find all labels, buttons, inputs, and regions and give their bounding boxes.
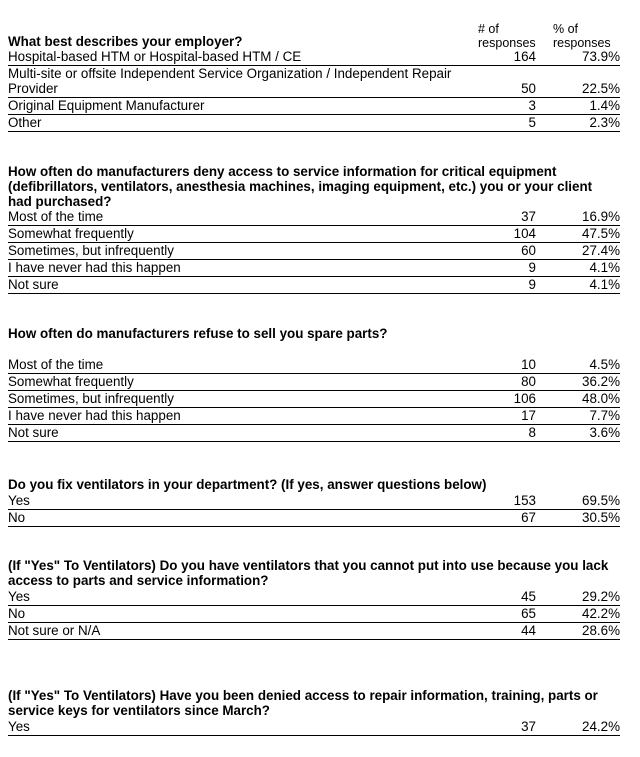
table-row (8, 622, 620, 640)
table-row (8, 373, 620, 391)
row-label: Not sure (8, 277, 59, 292)
row-percent: 48.0% (582, 391, 620, 406)
table-row (8, 356, 620, 374)
table-row (8, 605, 620, 623)
row-percent: 4.1% (589, 260, 620, 275)
row-count: 80 (521, 374, 536, 389)
row-percent: 24.2% (582, 719, 620, 734)
table-row (8, 407, 620, 425)
table-row (8, 259, 620, 277)
table-row (8, 276, 620, 294)
row-count: 37 (521, 719, 536, 734)
row-percent: 27.4% (582, 243, 620, 258)
table-row (8, 242, 620, 260)
row-label: I have never had this happen (8, 260, 181, 275)
row-percent: 69.5% (582, 493, 620, 508)
table-row (8, 97, 620, 115)
row-percent: 22.5% (582, 81, 620, 96)
row-percent: 30.5% (582, 510, 620, 525)
row-count: 65 (521, 606, 536, 621)
row-percent: 16.9% (582, 209, 620, 224)
pct-header-line2: responses (553, 36, 611, 50)
question-employer: What best describes your employer? (8, 34, 243, 49)
row-count: 3 (528, 98, 536, 113)
table-row (8, 65, 620, 98)
row-count: 17 (521, 408, 536, 423)
row-percent: 4.1% (589, 277, 620, 292)
row-percent: 73.9% (582, 49, 620, 64)
row-percent: 7.7% (589, 408, 620, 423)
question-service-info-denial: How often do manufacturers deny access to service information for critical equipment (defibrillators, ventilators, anesthesia machines, imaging equipment, etc.) you or your client had purchased? (8, 164, 593, 209)
row-percent: 1.4% (589, 98, 620, 113)
row-label: Hospital-based HTM or Hospital-based HTM / CE (8, 49, 302, 64)
row-percent: 28.6% (582, 623, 620, 638)
count-header-line1: # of (478, 22, 499, 36)
row-count: 106 (513, 391, 536, 406)
count-header-line2: responses (478, 36, 536, 50)
row-label: Other (8, 115, 42, 130)
row-count: 9 (528, 260, 536, 275)
row-percent: 42.2% (582, 606, 620, 621)
row-count: 50 (521, 81, 536, 96)
question-ventilators-unusable: (If "Yes" To Ventilators) Do you have ventilators that you cannot put into use because you lack access to parts and service information? (8, 558, 609, 588)
row-count: 44 (521, 623, 536, 638)
row-label: No (8, 510, 26, 525)
table-row (8, 588, 620, 606)
table-row (8, 225, 620, 243)
row-count: 5 (528, 115, 536, 130)
row-percent: 47.5% (582, 226, 620, 241)
row-label: No (8, 606, 26, 621)
row-count: 8 (528, 425, 536, 440)
row-label: Yes (8, 719, 30, 734)
table-row (8, 718, 620, 736)
row-label: I have never had this happen (8, 408, 181, 423)
table-row (8, 114, 620, 132)
row-label: Original Equipment Manufacturer (8, 98, 205, 113)
row-count: 153 (513, 493, 536, 508)
question-spare-parts: How often do manufacturers refuse to sell you spare parts? (8, 326, 388, 341)
row-label: Most of the time (8, 209, 104, 224)
row-label: Not sure (8, 425, 59, 440)
row-label: Yes (8, 493, 30, 508)
row-count: 67 (521, 510, 536, 525)
row-count: 104 (513, 226, 536, 241)
row-label: Yes (8, 589, 30, 604)
table-row (8, 509, 620, 527)
row-label: Sometimes, but infrequently (8, 243, 174, 258)
row-percent: 29.2% (582, 589, 620, 604)
row-percent: 4.5% (589, 357, 620, 372)
row-label: Somewhat frequently (8, 374, 134, 389)
table-row (8, 424, 620, 442)
row-percent: 3.6% (589, 425, 620, 440)
row-count: 37 (521, 209, 536, 224)
table-row (8, 390, 620, 408)
row-label: Not sure or N/A (8, 623, 101, 638)
question-denied-access-since-march: (If "Yes" To Ventilators) Have you been denied access to repair information, training, parts or service keys for ventilators since March? (8, 688, 598, 718)
table-row (8, 208, 620, 226)
row-label: Somewhat frequently (8, 226, 134, 241)
table-row (8, 492, 620, 510)
row-label: Sometimes, but infrequently (8, 391, 174, 406)
question-fix-ventilators: Do you fix ventilators in your department? (If yes, answer questions below) (8, 477, 487, 492)
row-label: Most of the time (8, 357, 104, 372)
row-count: 164 (513, 49, 536, 64)
row-percent: 2.3% (589, 115, 620, 130)
row-count: 10 (521, 357, 536, 372)
pct-header-line1: % of (553, 22, 579, 36)
row-percent: 36.2% (582, 374, 620, 389)
table-row (8, 48, 620, 66)
row-count: 9 (528, 277, 536, 292)
row-label: Multi-site or offsite Independent Service Organization / Independent Repair Provider (8, 66, 452, 96)
row-count: 60 (521, 243, 536, 258)
row-count: 45 (521, 589, 536, 604)
